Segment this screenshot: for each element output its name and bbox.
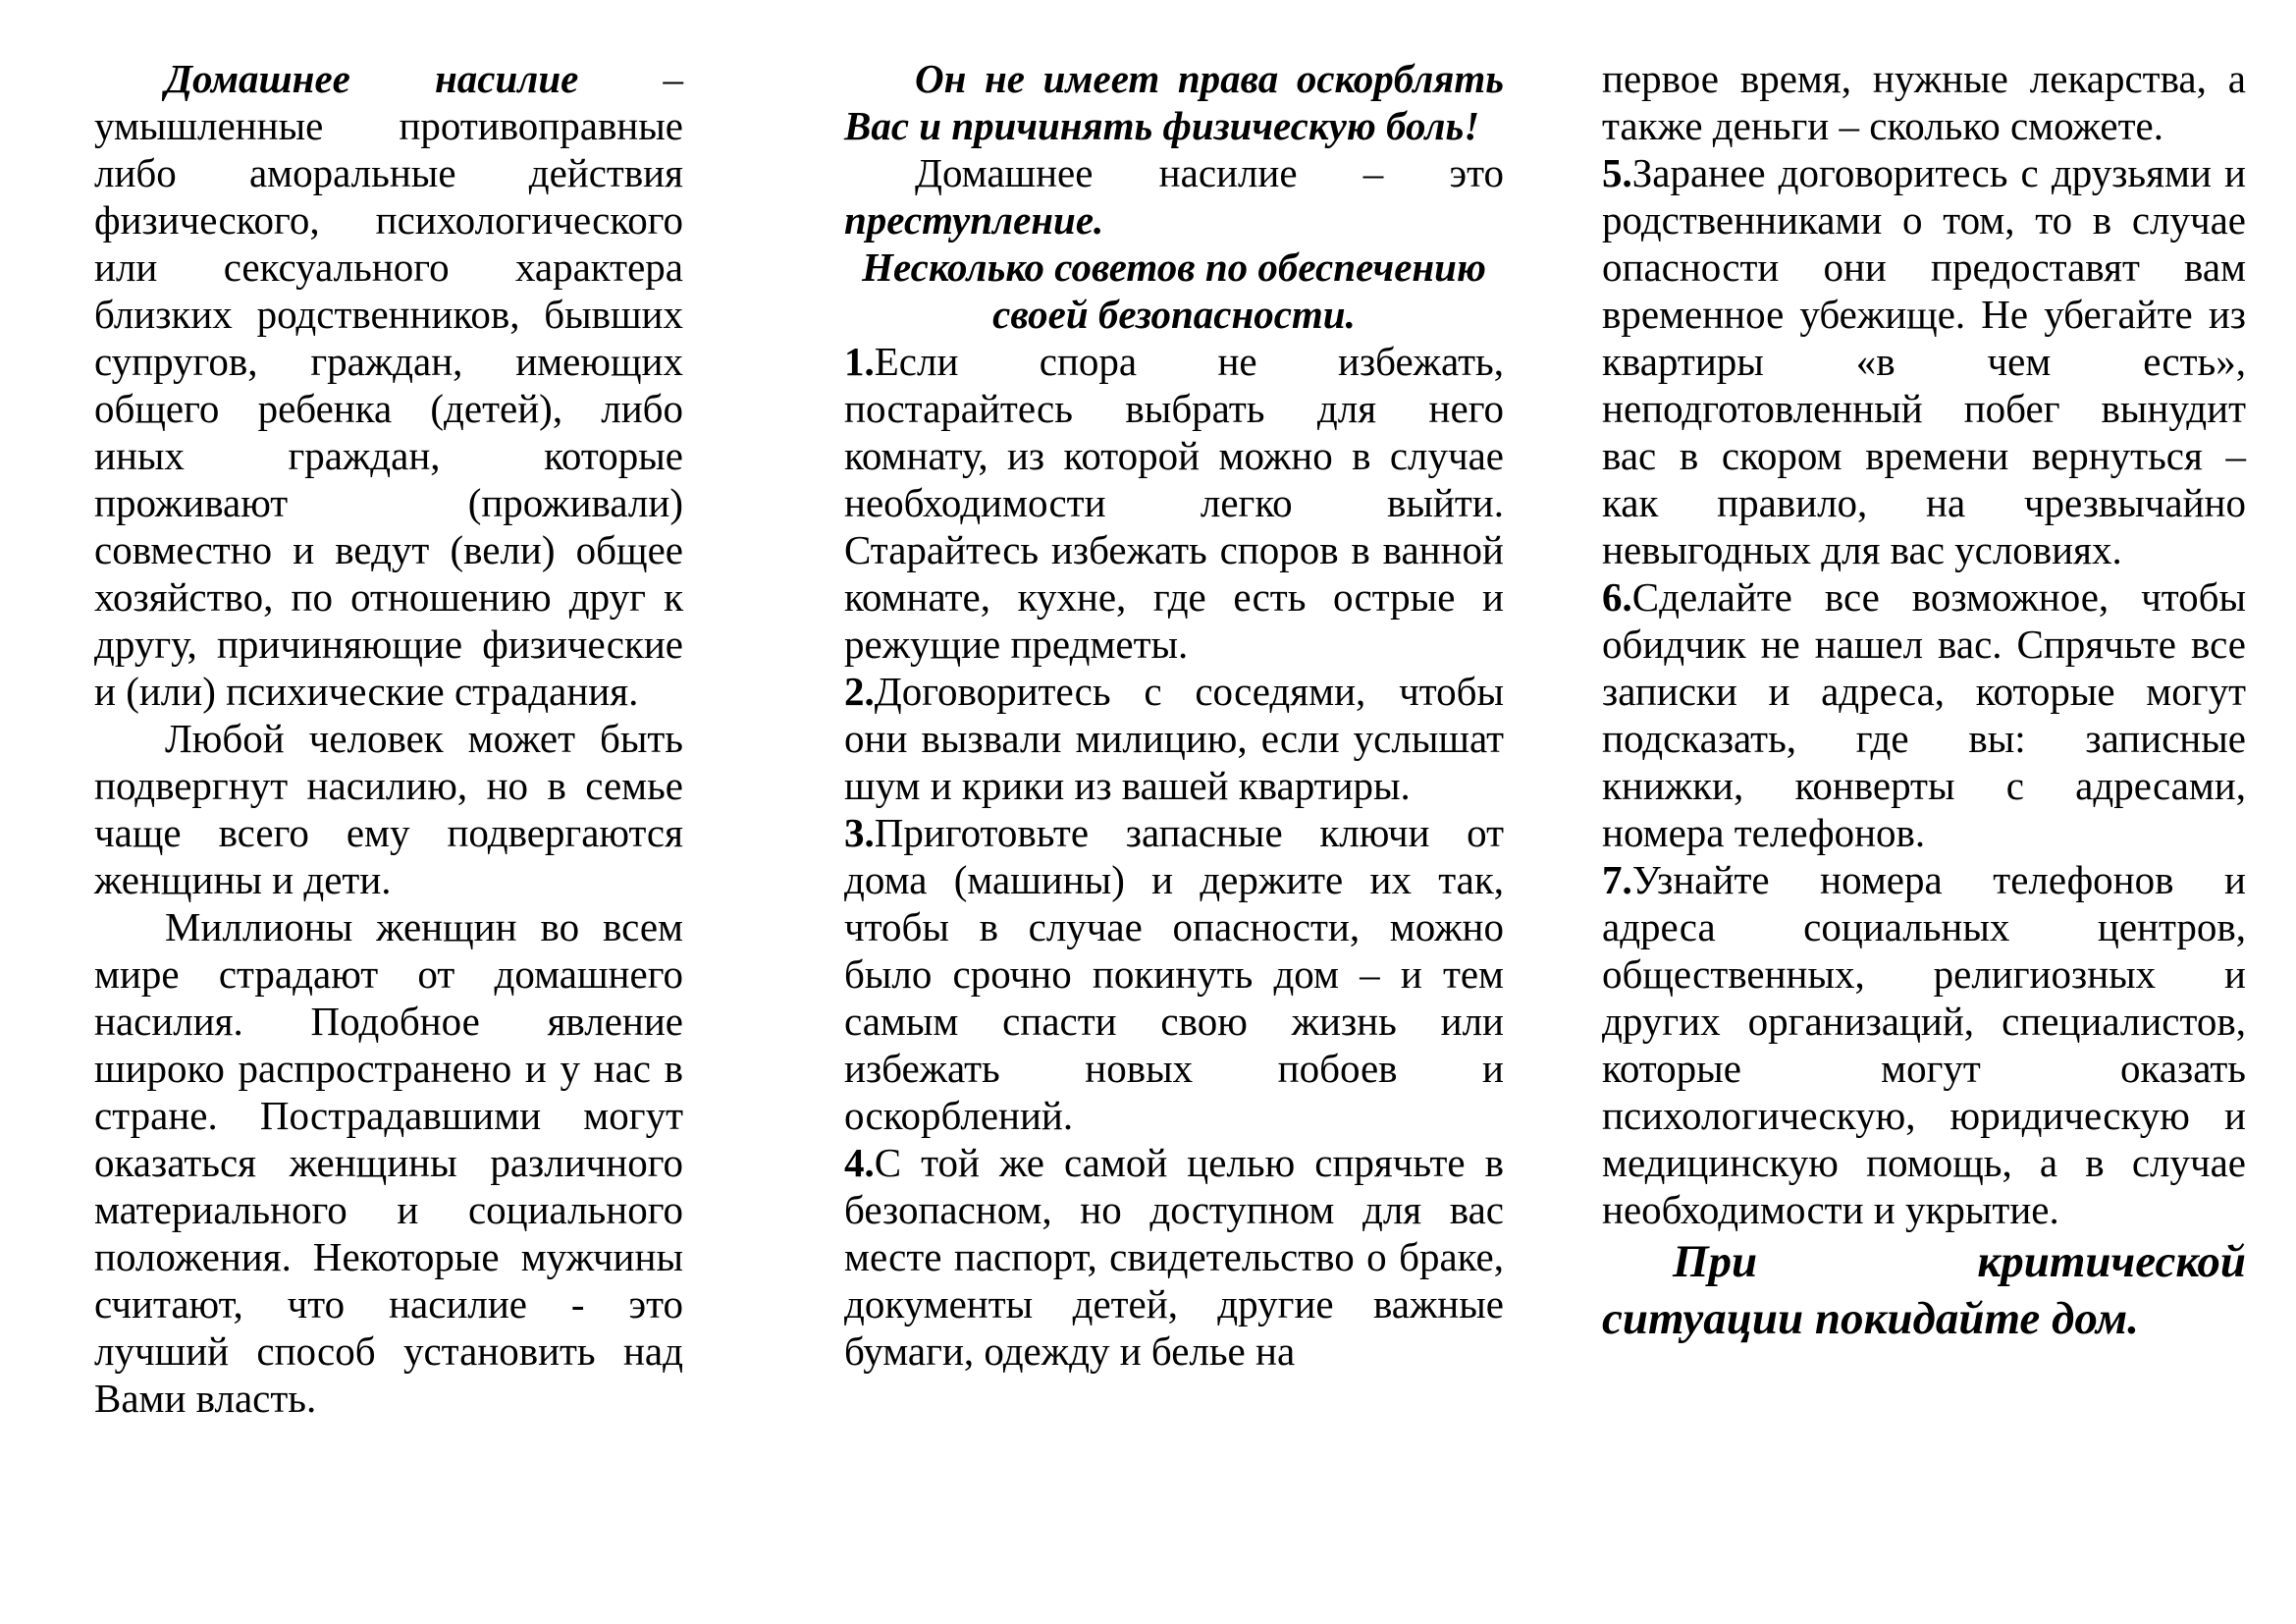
tip-item-1: [844, 338, 1504, 668]
tip-item-6: [1602, 573, 2246, 856]
column-middle: [844, 55, 1504, 1375]
tip-number-1: 1.: [844, 339, 875, 384]
tip-text-4: С той же самой целью спрячьте в безопасном, но доступном для вас месте паспорт, свидетельство о браке, документы детей, другие важные бумаги, одежду и белье на: [844, 1140, 1504, 1374]
tip-number-3: 3.: [844, 810, 875, 855]
tip-number-7: 7.: [1602, 857, 1632, 902]
crime-statement-plain: Домашнее насилие – это: [915, 150, 1504, 195]
tip-number-5: 5.: [1602, 150, 1632, 195]
heading-safety-tips: Несколько советов по обеспечению своей безопасности.: [862, 244, 1486, 337]
paragraph-millions-of-women: Миллионы женщин во всем мире страдают от домашнего насилия. Подобное явление широко распространено и у нас в стране. Пострадавшими могут оказаться женщины различного материального и социального положения. Некоторые мужчины считают, что насилие - это лучший способ установить над Вами власть.: [94, 904, 683, 1421]
paragraph-anyone-can-be-victim: Любой человек может быть подвергнут насилию, но в семье чаще всего ему подвергаются женщины и дети.: [94, 716, 683, 902]
tip-text-1: Если спора не избежать, постарайтесь выбрать для него комнату, из которой можно в случае необходимости легко выйти. Старайтесь избежать споров в ванной комнате, кухне, где есть острые и режущие предметы.: [844, 339, 1504, 667]
tip-item-7: [1602, 856, 2246, 1233]
tip-text-3: Приготовьте запасные ключи от дома (машины) и держите их так, чтобы в случае опасности, можно было срочно покинуть дом – и тем самым спасти свою жизнь или избежать новых побоев и оскорблений.: [844, 810, 1504, 1138]
column-right: [1602, 55, 2246, 1347]
tip-number-4: 4.: [844, 1140, 875, 1185]
final-warning-note: При критической ситуации покидайте дом.: [1602, 1236, 2246, 1344]
tip-item-3: [844, 809, 1504, 1139]
tip-text-7: Узнайте номера телефонов и адреса социальных центров, общественных, религиозных и других организаций, специалистов, которые могут оказать психологическую, юридическую и медицинскую помощь, а в случае необходимости и укрытие.: [1602, 857, 2246, 1232]
paragraph-definition: [94, 55, 683, 715]
crime-statement-emphasis: преступление.: [844, 197, 1104, 243]
column-left: [94, 55, 683, 1422]
paragraph-violence-is-crime: [844, 149, 1504, 244]
tip-number-6: 6.: [1602, 574, 1632, 620]
tip-text-2: Договоритесь с соседями, чтобы они вызвали милицию, если услышат шум и крики из вашей квартиры.: [844, 669, 1504, 808]
tip-text-5: Заранее договоритесь с друзьями и родственниками о том, то в случае опасности они предоставят вам временное убежище. Не убегайте из квартиры «в чем есть», неподготовленный побег вынудит вас в скором времени вернуться – как правило, на чрезвычайно невыгодных для вас условиях.: [1602, 150, 2246, 572]
tip-text-6: Сделайте все возможное, чтобы обидчик не нашел вас. Спрячьте все записки и адреса, которые могут подсказать, где вы: записные книжки, конверты с адресами, номера телефонов.: [1602, 574, 2246, 855]
tip-number-2: 2.: [844, 669, 875, 714]
tip-item-2: [844, 668, 1504, 809]
tip-text-4-continuation: первое время, нужные лекарства, а также деньги – сколько сможете.: [1602, 56, 2246, 148]
heading-no-right-to-offend: Он не имеет права оскорблять Вас и причинять физическую боль!: [844, 56, 1504, 148]
tip-item-5: [1602, 149, 2246, 573]
definition-text: – умышленные противоправные либо аморальные действия физического, психологического или сексуального характера близких родственников, бывших супругов, граждан, имеющих общего ребенка (детей), либо иных граждан, которые проживают (проживали) совместно и ведут (вели) общее хозяйство, по отношению друг к другу, причиняющие физические и (или) психические страдания.: [94, 56, 683, 714]
tip-item-4: [844, 1139, 1504, 1375]
term-domestic-violence: Домашнее насилие: [165, 56, 579, 101]
